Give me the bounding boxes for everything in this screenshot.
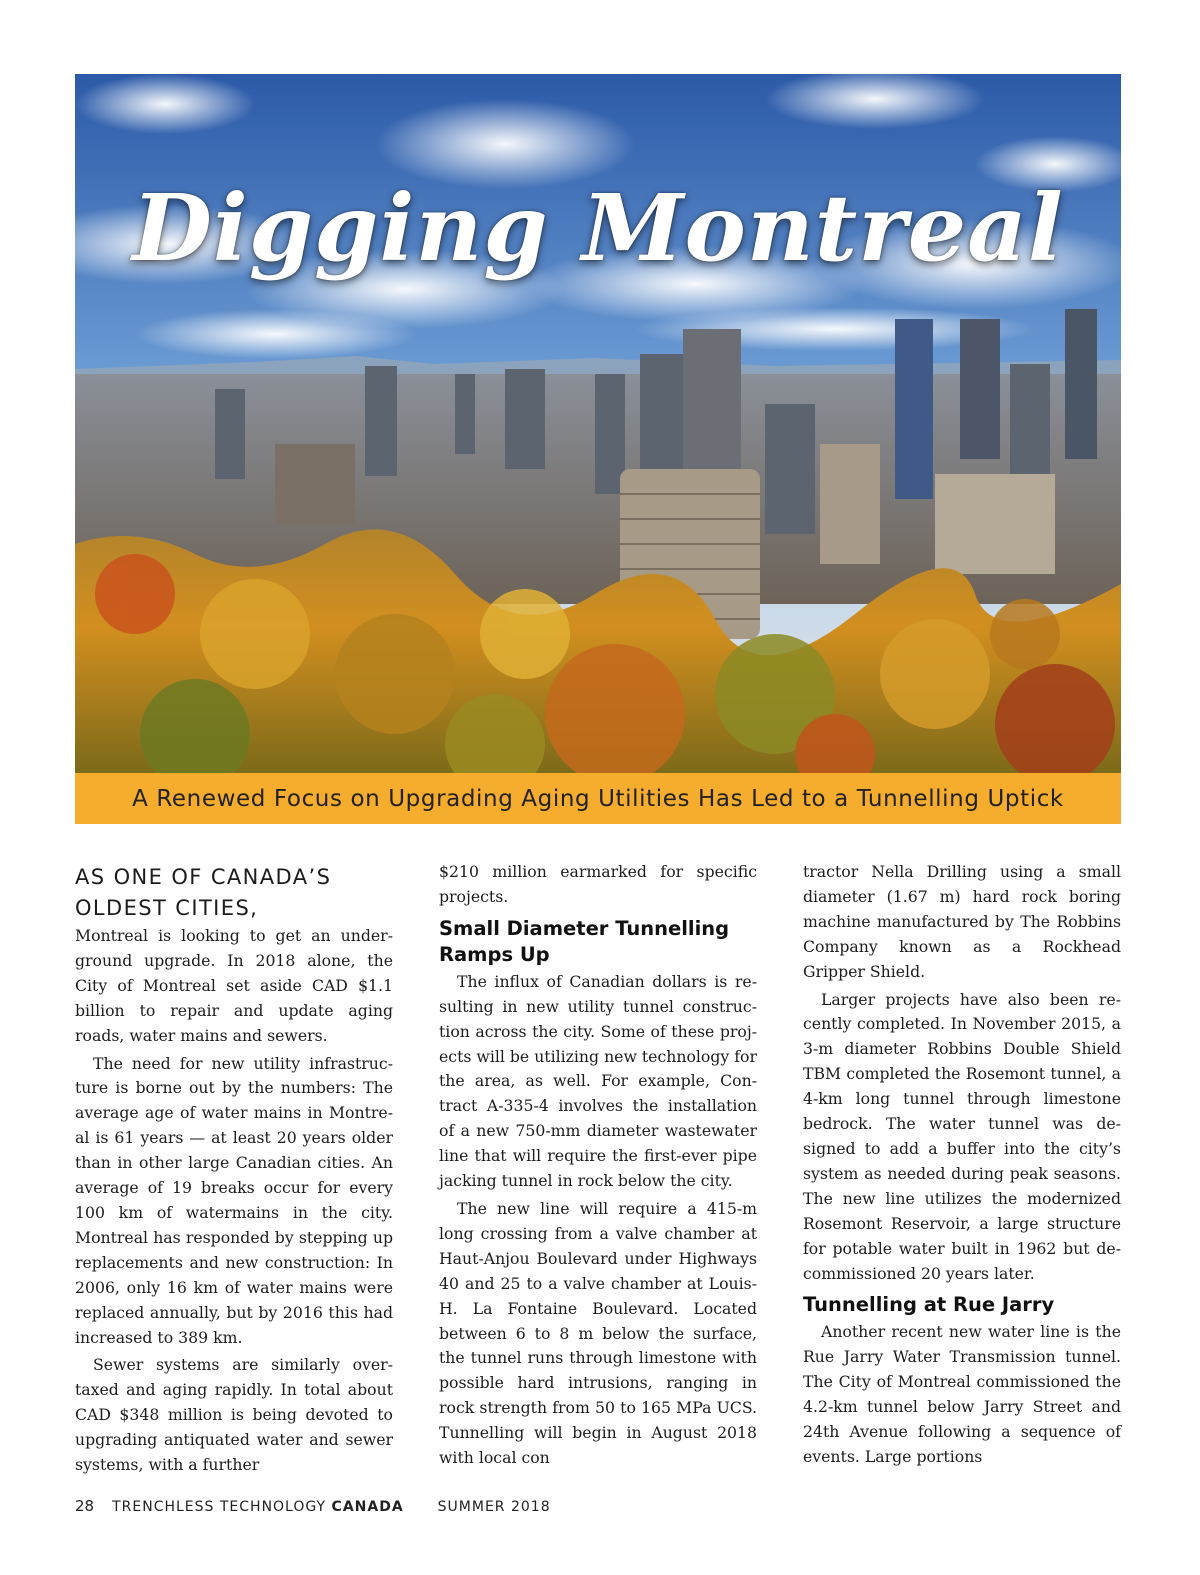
hero-image [75,74,1121,774]
paragraph-larger-projects: Larger projects have also been recently completed. In November 2015, a 3-m diameter Robbins Double Shield TBM completed the Rosemont tunnel, a 4-km long tunnel through limestone bedrock. The water tunnel was designed to add a buffer into the city’s system as needed during peak seasons. The new line utilizes the modernized Rosemont Reservoir, a large structure for potable water built in 1962 but decommissioned 20 years later. [803,989,1121,1283]
subtitle: A Renewed Focus on Upgrading Aging Utilities Has Led to a Tunnelling Uptick [132,785,1064,812]
heading-small-diameter: Small Diameter Tunnelling Ramps Up [439,916,730,966]
paragraph-intro: Montreal is looking to get an underground upgrade. In 2018 alone, the City of Montreal set aside CAD $1.1 billion to repair and update aging roads, water mains and sewers. [75,926,393,1045]
heading-rue-jarry: Tunnelling at Rue Jarry [803,1293,1055,1317]
article-column-2 [439,860,757,1471]
article-column-1 [75,860,393,1478]
paragraph-infrastructure-numbers: The need for new utility infrastructure is borne out by the numbers: The average age of water mains in Montreal is 61 years — at least 20 years older than in other large Canadian cities. An average of 19 breaks occur for every 100 km of watermains in the city. Montreal has responded by stepping up replacements and new construction: In 2006, only 16 km of water mains were replaced annually, but by 2016 this had increased to 389 km. [75,1053,393,1347]
lede-heading [75,862,393,924]
lede-heading-line2: OLDEST CITIES, [75,896,259,920]
page-number: 28 [75,1497,95,1515]
subtitle-band [75,773,1121,824]
paragraph-rue-jarry: Another recent new water line is the Rue Jarry Water Transmission tunnel. The City of Montreal commissioned the 4.2-km tunnel below Jarry Street and 24th Avenue following a sequence of events. Large portions [803,1322,1121,1466]
publication-prefix: TRENCHLESS TECHNOLOGY [112,1499,327,1515]
page-title: Digging Montreal [132,174,1064,282]
issue-date: SUMMER 2018 [437,1499,551,1515]
article-column-3 [803,860,1121,1470]
paragraph-influx: The influx of Canadian dollars is resulting in new utility tunnel construction across the city. Some of these projects will be utilizing new technology for the area, as well. For example, Contract A-335-4 involves the installation of a new 750-mm diameter wastewater line that will require the first-ever pipe jacking tunnel in rock below the city. [439,971,757,1191]
publication-bold: CANADA [331,1499,404,1515]
paragraph-sewer-systems-cont: $210 million earmarked for specific projects. [439,862,757,906]
page-footer [75,1497,551,1515]
paragraph-new-line: The new line will require a 415-m long crossing from a valve chamber at Haut-Anjou Boulevard under Highways 40 and 25 to a valve chamber at Louis-H. La Fontaine Boulevard. Located between 6 to 8 m below the surface, the tunnel runs through limestone with possible hard intrusions, ranging in rock strength from 50 to 165 MPa UCS. Tunnelling will begin in August 2018 with local con [439,1198,757,1468]
paragraph-sewer-systems: Sewer systems are similarly overtaxed and aging rapidly. In total about CAD $348 million is being devoted to upgrading antiquated water and sewer systems, with a further [75,1355,393,1475]
lede-heading-line1: AS ONE OF CANADA’S [75,865,332,889]
paragraph-new-line-cont: tractor Nella Drilling using a small diameter (1.67 m) hard rock boring machine manufactured by The Robbins Company known as a Rockhead Gripper Shield. [803,862,1121,981]
publication-name [112,1499,404,1515]
